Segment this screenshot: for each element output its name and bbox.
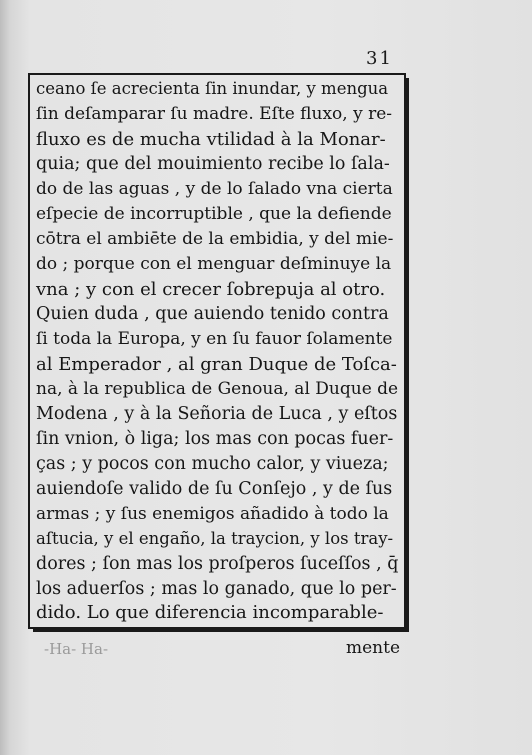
text-line: eſpecie de incorruptible , que la defiende	[36, 204, 392, 224]
text-line: Modena , y à la Señoria de Luca , y eſtos	[36, 404, 398, 424]
text-line: do de las aguas , y de lo ſalado vna cierta	[36, 179, 393, 199]
text-line: ſin vnion, ò liga; los mas con pocas fuer-	[36, 429, 394, 449]
text-line: dores ; ſon mas los proſperos ſuceſſos , q̄	[36, 554, 399, 574]
page-number: 31	[366, 48, 393, 69]
text-line: auiendoſe valido de ſu Conſejo , y de ſus	[36, 479, 393, 499]
text-line: al Emperador , al gran Duque de Toſca-	[36, 354, 397, 375]
text-line: armas ; y ſus enemigos añadido à todo la	[36, 504, 389, 524]
text-line: Quien duda , que auiendo tenido contra	[36, 304, 389, 324]
text-line: ceano ſe acrecienta ſin inundar, y mengua	[36, 79, 389, 98]
text-line: los aduerſos ; mas lo ganado, que lo per-	[36, 579, 397, 599]
text-line: do ; porque con el menguar deſminuye la	[36, 254, 392, 274]
catchword: mente	[346, 638, 401, 658]
text-line: na, à la republica de Genoua, al Duque de	[36, 379, 399, 399]
bleed-through-text: -Ha- Ha-	[44, 640, 109, 658]
text-line: fluxo es de mucha vtilidad à la Monar-	[36, 129, 386, 150]
text-line: ſi toda la Europa, y en ſu fauor ſolamente	[36, 329, 393, 349]
text-line: quia; que del mouimiento recibe lo ſala-	[36, 154, 390, 174]
text-line: cōtra el ambiēte de la embidia, y del mie-	[36, 229, 394, 249]
text-line: ſin deſamparar ſu madre. Eſte fluxo, y re-	[36, 104, 393, 124]
text-frame	[28, 73, 406, 629]
text-line: ças ; y pocos con mucho calor, y viueza;	[36, 454, 389, 474]
text-line: dido. Lo que diferencia incomparable-	[36, 602, 384, 623]
text-line: aſtucia, y el engaño, la traycion, y los tray-	[36, 529, 394, 548]
text-line: vna ; y con el crecer ſobrepuja al otro.	[36, 279, 386, 300]
